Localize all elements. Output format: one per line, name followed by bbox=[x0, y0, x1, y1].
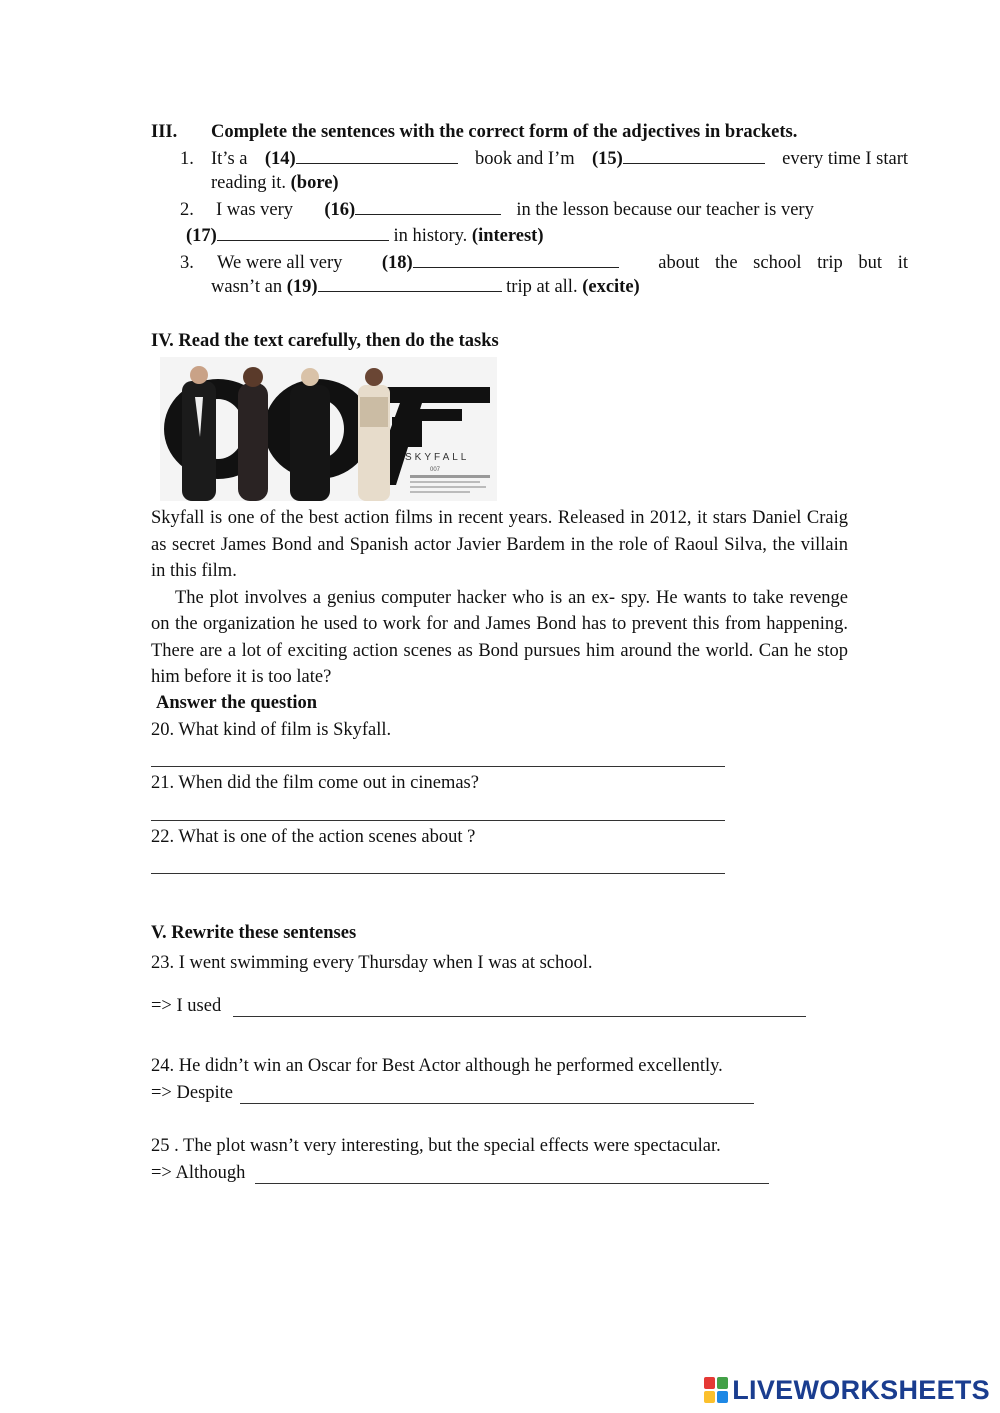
answer-heading: Answer the question bbox=[156, 693, 318, 713]
reading-text bbox=[151, 505, 848, 691]
blank-15-label: (15) bbox=[591, 149, 623, 169]
item-2-text-c: in the lesson because our teacher is very bbox=[516, 200, 814, 220]
item-2-number: 2. bbox=[180, 200, 194, 220]
section-3-title: Complete the sentences with the correct form of the adjectives in brackets. bbox=[211, 122, 798, 142]
item-3-line-1 bbox=[217, 253, 908, 274]
item-1-line-1 bbox=[211, 149, 908, 170]
rewrite-24-prompt: => Despite bbox=[151, 1083, 234, 1103]
skyfall-poster-image bbox=[160, 357, 497, 501]
rewrite-23-input[interactable] bbox=[233, 1016, 806, 1017]
liveworksheets-logo-text: LIVEWORKSHEETS bbox=[732, 1374, 990, 1405]
blank-18-label: (18) bbox=[381, 253, 413, 273]
poster-brand-text: SKYFALL bbox=[405, 452, 470, 463]
blank-14-input[interactable] bbox=[296, 162, 458, 164]
item-3-text-a: We were all very bbox=[217, 253, 343, 273]
rewrite-25-sentence: 25 . The plot wasn’t very interesting, but the special effects were spectacular. bbox=[151, 1136, 721, 1156]
item-3-text-e: wasn’t an bbox=[211, 277, 283, 297]
liveworksheets-logo-icon bbox=[704, 1377, 728, 1403]
rewrite-25-input[interactable] bbox=[255, 1183, 769, 1184]
item-2-line-1 bbox=[216, 200, 814, 221]
blank-15-input[interactable] bbox=[623, 162, 765, 164]
blank-17-input[interactable] bbox=[217, 239, 389, 241]
section-5-title: V. Rewrite these sentenses bbox=[151, 923, 357, 943]
question-21: 21. When did the film come out in cinemas? bbox=[151, 773, 479, 793]
item-3-text-c: about the school trip but it bbox=[658, 253, 908, 273]
item-3-text-d: trip at all. bbox=[506, 277, 578, 297]
question-20: 20. What kind of film is Skyfall. bbox=[151, 720, 392, 740]
answer-20-input[interactable] bbox=[151, 766, 725, 767]
poster-sub-text: 007 bbox=[430, 467, 441, 473]
rewrite-24-input[interactable] bbox=[240, 1103, 754, 1104]
item-3-hint: (excite) bbox=[582, 277, 640, 297]
item-1-text-d: every time I start bbox=[782, 149, 908, 169]
blank-19-input[interactable] bbox=[318, 290, 502, 292]
item-1-text-a: It’s a bbox=[211, 149, 248, 169]
rewrite-23-prompt: => I used bbox=[151, 996, 222, 1016]
reading-paragraph-2: The plot involves a genius computer hacker who is an ex- spy. He wants to take revenge on the organization he used to work for and James Bond has to prevent this from happening. There are a lot of exciting action scenes as Bond pursues him around the world. Can he stop him before it is too late? bbox=[151, 587, 848, 687]
blank-14-label: (14) bbox=[264, 149, 296, 169]
blank-17-label: (17) bbox=[186, 226, 217, 246]
liveworksheets-logo[interactable] bbox=[704, 1375, 990, 1405]
item-2-text-a: I was very bbox=[216, 200, 294, 220]
item-1-hint: (bore) bbox=[290, 173, 339, 193]
section-3-number: III. bbox=[151, 122, 178, 142]
item-1-text-c: book and I’m bbox=[474, 149, 575, 169]
section-4-title: IV. Read the text carefully, then do the tasks bbox=[151, 331, 499, 351]
item-3-line-2 bbox=[211, 277, 640, 298]
item-2-hint: (interest) bbox=[471, 226, 544, 246]
blank-16-input[interactable] bbox=[355, 213, 501, 215]
reading-paragraph-1: Skyfall is one of the best action films in recent years. Released in 2012, it stars Daniel Craig as secret James Bond and Spanish actor Javier Bardem in the role of Raoul Silva, the villain in this film. bbox=[151, 508, 848, 581]
blank-19-label: (19) bbox=[286, 277, 318, 297]
item-2-text-d: in history. bbox=[393, 226, 468, 246]
blank-18-input[interactable] bbox=[413, 266, 619, 268]
item-1-text-e: reading it. bbox=[211, 173, 287, 193]
answer-21-input[interactable] bbox=[151, 820, 725, 821]
item-1-line-2 bbox=[211, 173, 339, 194]
rewrite-23-sentence: 23. I went swimming every Thursday when I was at school. bbox=[151, 953, 593, 973]
question-22: 22. What is one of the action scenes about ? bbox=[151, 827, 476, 847]
rewrite-24-sentence: 24. He didn’t win an Oscar for Best Actor although he performed excellently. bbox=[151, 1056, 723, 1076]
item-3-number: 3. bbox=[180, 253, 194, 273]
answer-22-input[interactable] bbox=[151, 873, 725, 874]
blank-16-label: (16) bbox=[324, 200, 356, 220]
skyfall-poster-illustration bbox=[160, 357, 497, 501]
rewrite-25-prompt: => Although bbox=[151, 1163, 246, 1183]
item-2-line-2 bbox=[186, 226, 544, 247]
item-1-number: 1. bbox=[180, 149, 194, 169]
